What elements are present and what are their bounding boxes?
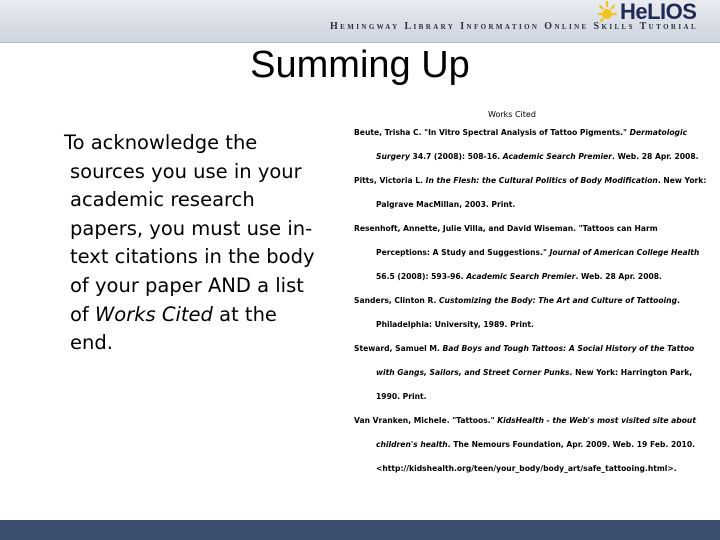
sun-icon (598, 0, 622, 24)
summary-paragraph (62, 129, 326, 358)
works-cited-line: Philadelphia: University, 1989. Print. (376, 320, 534, 329)
works-cited-line: <http://kidshealth.org/teen/your_body/body_art/safe_tattooing.html>. (376, 464, 677, 473)
logo-text: HeLIOS (620, 0, 697, 24)
helios-logo (598, 0, 720, 24)
slide-title: Summing Up (250, 44, 470, 86)
works-cited-term: Works Cited (95, 302, 213, 326)
footer-bar (0, 520, 720, 540)
works-cited-line: children's health. The Nemours Foundation, Apr. 2009. Web. 19 Feb. 2010. (376, 440, 695, 449)
works-cited-line: with Gangs, Sailors, and Street Corner Punks. New York: Harrington Park, (376, 368, 693, 377)
works-cited-line: 1990. Print. (376, 392, 427, 401)
banner-tagline: Hemingway Library Information Online Skills Tutorial (330, 21, 699, 32)
works-cited-line: Van Vranken, Michele. "Tattoos." KidsHealth - the Web's most visited site about (354, 416, 696, 425)
works-cited-line: Steward, Samuel M. Bad Boys and Tough Tattoos: A Social History of the Tattoo (354, 344, 695, 353)
works-cited-line: Perceptions: A Study and Suggestions." Journal of American College Health (376, 248, 700, 257)
header-banner (0, 0, 720, 43)
works-cited-line: Sanders, Clinton R. Customizing the Body: The Art and Culture of Tattooing. (354, 296, 680, 305)
works-cited-line: Pitts, Victoria L. In the Flesh: the Cultural Politics of Body Modification. New York: (354, 176, 707, 185)
works-cited-line: Surgery 34.7 (2008): 508-16. Academic Search Premier. Web. 28 Apr. 2008. (376, 152, 699, 161)
works-cited-line: Resenhoft, Annette, Julie Villa, and David Wiseman. "Tattoos can Harm (354, 224, 658, 233)
summary-text-end: at the end. (70, 302, 277, 355)
summary-text: To acknowledge the sources you use in your academic research papers, you must use in-text citations in the body of your paper AND a list of (64, 131, 315, 326)
works-cited-heading: Works Cited (488, 110, 536, 119)
works-cited-line: 56.5 (2008): 593-96. Academic Search Premier. Web. 28 Apr. 2008. (376, 272, 662, 281)
works-cited-line: Palgrave MacMillan, 2003. Print. (376, 200, 516, 209)
works-cited-line: Beute, Trisha C. "In Vitro Spectral Analysis of Tattoo Pigments." Dermatologic (354, 128, 688, 137)
